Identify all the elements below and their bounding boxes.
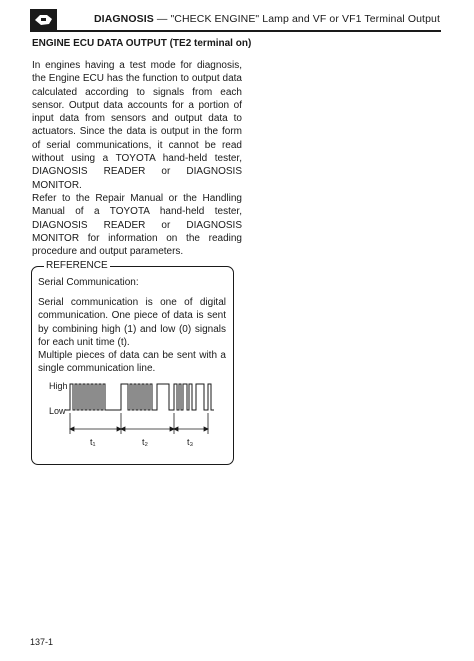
- reference-text: [38, 296, 226, 376]
- reference-paragraph-2: Multiple pieces of data can be sent with a single communication line.: [38, 350, 226, 375]
- page-number: 137-1: [30, 637, 54, 647]
- reference-subtitle: Serial Communication:: [38, 277, 139, 288]
- low-level-label: Low: [49, 406, 66, 416]
- body-text: [32, 59, 242, 258]
- serial-signal-diagram: [32, 377, 233, 457]
- t3-label: t₃: [187, 437, 194, 447]
- header-title-bold: DIAGNOSIS: [94, 13, 154, 25]
- header-divider: [30, 30, 441, 32]
- header-title-rest: — "CHECK ENGINE" Lamp and VF or VF1 Terminal Output: [153, 13, 440, 25]
- t2-label: t₂: [142, 437, 148, 447]
- signal-waveform: [65, 384, 214, 410]
- reference-box: [31, 260, 234, 465]
- reference-paragraph-1: Serial communication is one of digital communication. One piece of data is sent by combining high (1) and low (0) signals for each unit time (t).: [38, 297, 226, 348]
- engine-icon: [30, 9, 57, 31]
- section-title: ENGINE ECU DATA OUTPUT (TE2 terminal on): [32, 38, 252, 49]
- body-paragraph-2: Refer to the Repair Manual or the Handling Manual of a TOYOTA hand-held tester, DIAGNOSIS READER or DIAGNOSIS MONITOR for information on the reading procedure and output parameters.: [32, 192, 242, 258]
- page-header-title: [94, 13, 440, 25]
- reference-label: REFERENCE: [46, 260, 108, 271]
- t1-label: t₁: [90, 437, 96, 447]
- body-paragraph-1: In engines having a test mode for diagnosis, the Engine ECU has the function to output data calculated according to signals from each sensor. Output data accounts for a portion of input data from sensors and output data to actuators. Since the data is output in the form of serial communications, it cannot be read without using a TOYOTA hand-held tester, DIAGNOSIS READER or DIAGNOSIS MONITOR.: [32, 60, 242, 191]
- timing-markers: [70, 413, 208, 434]
- high-level-label: High: [49, 381, 68, 391]
